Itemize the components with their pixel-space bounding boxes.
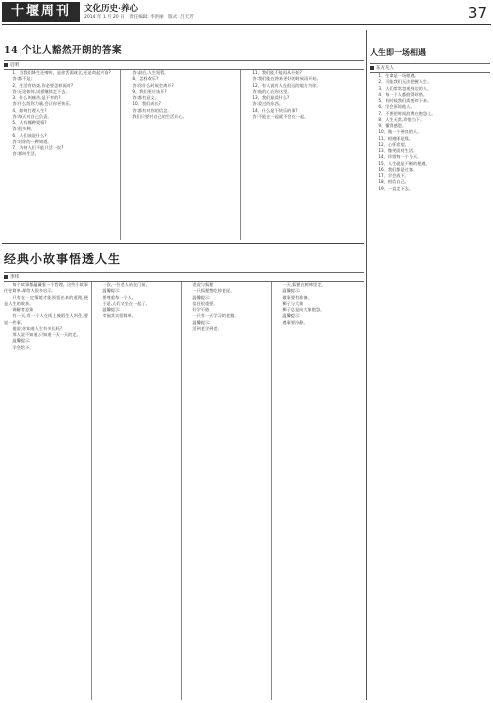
paragraph: 3、人们常常忽视身边的人。 bbox=[378, 85, 432, 91]
page-number: 37 bbox=[467, 4, 487, 22]
byline-author: 李纬 bbox=[10, 275, 19, 280]
paragraph: 学会给予。 bbox=[12, 344, 34, 350]
byline-author: 东方凡人 bbox=[376, 66, 394, 71]
paragraph: 19、一直走下去。 bbox=[378, 185, 414, 191]
paragraph: 我们只要对自己的生活开心。 bbox=[132, 113, 187, 119]
paragraph: 温馨提示: bbox=[282, 288, 301, 294]
paragraph: 10、做一个善良的人。 bbox=[378, 129, 422, 135]
paragraph: 答:不能在一起就不会在一起。 bbox=[252, 113, 309, 119]
byline-article2 bbox=[4, 272, 364, 282]
paragraph: 于是,人们又坐在一起了。 bbox=[102, 300, 150, 306]
article-title-answers: 14 个让人豁然开朗的答案 bbox=[4, 45, 123, 56]
paragraph: 答:我们能在将来更好的时候再开始。 bbox=[252, 76, 321, 82]
paragraph: 6、学会原谅他人。 bbox=[378, 104, 415, 110]
paragraph: 狮子总是向大象抱怨。 bbox=[282, 307, 325, 312]
article-separator bbox=[2, 243, 364, 244]
paragraph: 答:很多种。 bbox=[12, 126, 35, 132]
article2-column-3 bbox=[184, 282, 268, 700]
paragraph: 14、什么是不快乐的事? bbox=[252, 107, 298, 113]
paragraph: 4、每一个人都值得珍惜。 bbox=[378, 91, 428, 97]
section-name: 文化历史·养心 bbox=[84, 4, 138, 14]
paragraph: 1、生命是一场相遇。 bbox=[378, 73, 419, 78]
paragraph: 好学不倦 bbox=[192, 307, 210, 312]
paragraph: 2、可能我们无法把握人生。 bbox=[378, 79, 432, 85]
masthead: 十堰周刊 bbox=[2, 2, 80, 22]
paragraph: 5、有时候我们需要停下来。 bbox=[378, 98, 432, 103]
paragraph: 遇事要冷静。 bbox=[282, 319, 308, 325]
paragraph: 9、懂得感恩。 bbox=[378, 123, 407, 128]
paragraph: 16、我们都是过客。 bbox=[378, 166, 418, 172]
paragraph: 答:那叫生活。 bbox=[12, 151, 39, 157]
paragraph: 10、我们成长? bbox=[132, 101, 161, 107]
paragraph: 答:他的心在你这里。 bbox=[252, 88, 292, 94]
article2-column-4 bbox=[274, 282, 362, 700]
paragraph: 9、我们更应该开? bbox=[132, 88, 167, 94]
paragraph: 做事要有准备。 bbox=[282, 294, 312, 300]
paragraph: 一只狐狸想吃掉老虎。 bbox=[192, 288, 235, 294]
paragraph: 狮子与大象 bbox=[282, 300, 304, 306]
column-divider bbox=[120, 70, 121, 240]
paragraph: 答:都有意义。 bbox=[132, 95, 159, 100]
paragraph: 温馨提示: bbox=[192, 294, 211, 300]
article-title-encounter: 人生即一场相遇 bbox=[370, 47, 426, 57]
paragraph: 答:什么给你力量,会让你更快乐。 bbox=[12, 101, 74, 107]
article2-column-1 bbox=[4, 282, 88, 700]
paragraph: 他说:你知道人生有多长吗? bbox=[12, 325, 63, 331]
paragraph: 温馨提示: bbox=[102, 307, 121, 312]
paragraph: 温馨提示: bbox=[12, 338, 31, 344]
paragraph: 温馨提示: bbox=[102, 288, 121, 294]
paragraph: 1、当我们降生还啼叫，是你丢弱或全,还是命起兴奋? bbox=[12, 70, 111, 75]
article1-column-1 bbox=[4, 70, 116, 240]
paragraph: 11、相遇即是缘。 bbox=[378, 135, 414, 141]
paragraph: 2、生活有结束,你必要怎样面对? bbox=[12, 82, 74, 88]
paragraph: 要尊重每一个人。 bbox=[102, 294, 136, 300]
paragraph: 一只有一天学习的老狼。 bbox=[192, 313, 239, 319]
paragraph: 调解者意象 bbox=[12, 307, 34, 312]
paragraph: 答:都有对你的信念。 bbox=[132, 107, 172, 113]
column-divider bbox=[91, 282, 92, 700]
paragraph: 8、怎样欢乐? bbox=[132, 76, 159, 82]
paragraph: 幸福其实很简单。 bbox=[102, 313, 136, 319]
paragraph: 5、人有哪种爱情? bbox=[12, 120, 47, 125]
byline-article1 bbox=[4, 60, 364, 70]
paragraph: 13、我们最爱什么? bbox=[252, 95, 290, 100]
issue-info: 2014 年 1 月 20 日 责任编辑: 李洪丽 版式: 吕天芳 bbox=[84, 15, 194, 20]
paragraph: 活到老学到老。 bbox=[192, 325, 222, 331]
paragraph: 一天,狐狸在树林里走。 bbox=[282, 282, 326, 287]
article-title-stories: 经典小故事悟透人生 bbox=[4, 252, 122, 266]
paragraph: 答:对你的一种知道。 bbox=[12, 138, 52, 144]
paragraph: 6、人们该说什么? bbox=[12, 132, 47, 138]
article1-column-3 bbox=[244, 70, 362, 240]
paragraph: 老虎与狐狸 bbox=[192, 282, 214, 287]
column-divider bbox=[271, 282, 272, 700]
paragraph: 答:爱过的东西。 bbox=[252, 101, 284, 107]
byline-author: 启明 bbox=[10, 63, 19, 68]
article2-column-2 bbox=[94, 282, 178, 700]
byline-article3 bbox=[370, 63, 490, 73]
paragraph: 答:你什么时候会离开? bbox=[132, 82, 174, 88]
paragraph: 信任很重要。 bbox=[192, 300, 218, 306]
paragraph: 3、什么叫痛苦,是不幸的? bbox=[12, 95, 61, 100]
paragraph: 11、我们能不能再从开始? bbox=[252, 70, 302, 75]
byline-marker-icon bbox=[370, 66, 374, 70]
paragraph: 答:无论如何,试着继续走下去。 bbox=[12, 88, 70, 94]
paragraph: 每个故事都蕴藏着一个哲理。这些小故事往往简单,却给人很多启示。 bbox=[4, 282, 88, 294]
paragraph: 15、人生就是不断的相遇。 bbox=[378, 160, 430, 166]
paragraph: 那人说不知道,只知道一天一天的走。 bbox=[12, 332, 81, 337]
paragraph: 7、为何人们不能只活一次? bbox=[12, 145, 64, 150]
paragraph: 12、有人说有人在很远的地方为你。 bbox=[252, 82, 321, 88]
paragraph: 4、如何打理人生? bbox=[12, 107, 47, 113]
paragraph: 8、人生无常,珍惜当下。 bbox=[378, 116, 425, 122]
column-divider bbox=[181, 282, 182, 700]
paragraph: 一次,一位老人站在门前。 bbox=[102, 282, 150, 287]
article3-column bbox=[370, 73, 490, 700]
article1-column-2 bbox=[124, 70, 236, 240]
paragraph: 18、相信自己。 bbox=[378, 179, 409, 185]
paragraph: 14、珍惜每一个今天。 bbox=[378, 154, 422, 160]
page-header bbox=[0, 0, 493, 24]
byline-marker-icon bbox=[4, 63, 8, 67]
paragraph: 温馨提示: bbox=[282, 313, 301, 319]
paragraph: 7、不要把时间浪费在抱怨上。 bbox=[378, 110, 436, 116]
paragraph: 温馨提示: bbox=[192, 319, 211, 325]
right-column-divider bbox=[366, 30, 367, 700]
header-rule bbox=[2, 24, 491, 25]
paragraph: 17、学会放下。 bbox=[378, 173, 409, 178]
byline-marker-icon bbox=[4, 275, 8, 279]
paragraph: 12、心怀希望。 bbox=[378, 141, 409, 147]
paragraph: 13、微笑面对生活。 bbox=[378, 148, 418, 153]
paragraph: 只有在一定情境才能领悟出来的道理,便是人生的收获。 bbox=[4, 294, 88, 306]
column-divider bbox=[240, 70, 241, 240]
paragraph: 答:最后,人生短暂。 bbox=[132, 70, 169, 75]
paragraph: 答:都不是; bbox=[12, 76, 32, 82]
paragraph: 答:每天对自己负责。 bbox=[12, 113, 52, 119]
paragraph: 有一天,有一个人在街上被陌生人叫住,要说一件事。 bbox=[4, 313, 88, 325]
